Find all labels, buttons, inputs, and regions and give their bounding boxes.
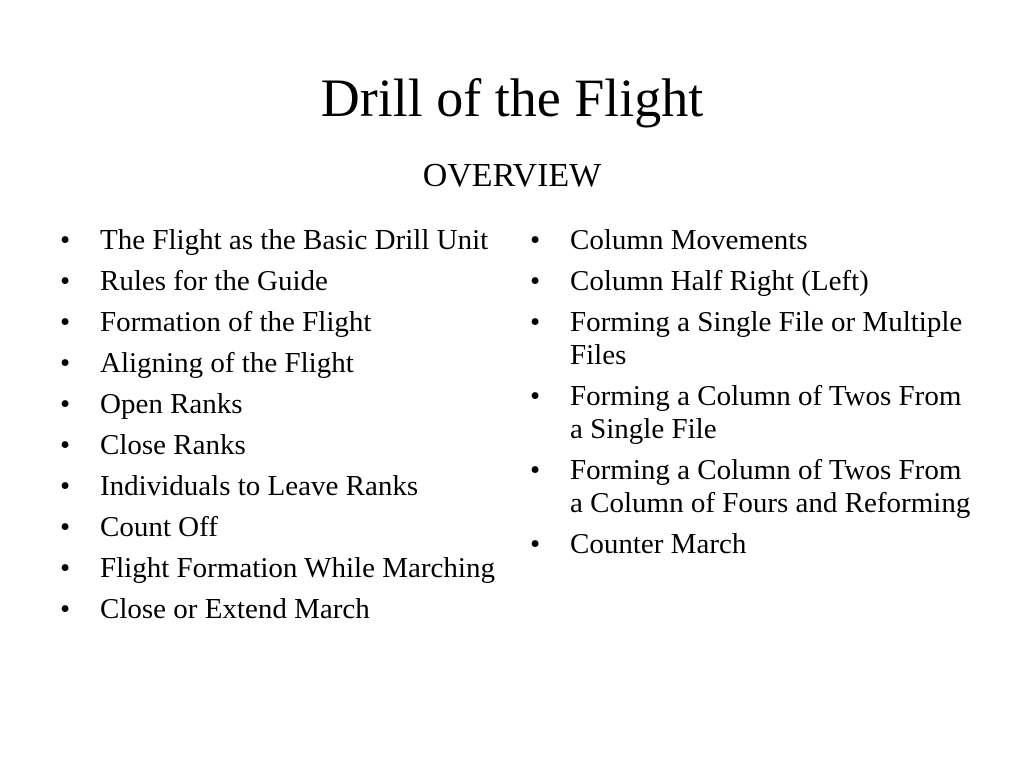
list-item-text: Forming a Column of Twos From a Column of Fours and Reforming	[570, 454, 971, 519]
bullet-icon: •	[530, 380, 541, 412]
list-item	[524, 380, 974, 446]
list-item	[54, 552, 504, 585]
bullet-icon: •	[530, 306, 541, 338]
bullet-icon: •	[60, 265, 71, 297]
bullet-icon: •	[60, 552, 71, 584]
bullet-icon: •	[60, 347, 71, 379]
slide-subtitle: OVERVIEW	[422, 157, 602, 194]
list-item	[54, 470, 504, 503]
list-item-text: Rules for the Guide	[100, 265, 328, 297]
list-item	[524, 224, 974, 257]
list-item	[54, 593, 504, 626]
right-bullet-list	[524, 224, 974, 569]
bullet-icon: •	[60, 224, 71, 256]
bullet-icon: •	[60, 511, 71, 543]
list-item-text: Column Movements	[570, 224, 808, 256]
list-item	[54, 388, 504, 421]
bullet-icon: •	[530, 454, 541, 486]
list-item-text: Flight Formation While Marching	[100, 552, 495, 584]
list-item-text: Formation of the Flight	[100, 306, 372, 338]
list-item-text: Open Ranks	[100, 388, 243, 420]
bullet-icon: •	[60, 593, 71, 625]
list-item-text: Close Ranks	[100, 429, 246, 461]
list-item-text: Count Off	[100, 511, 218, 543]
list-item	[54, 306, 504, 339]
list-item-text: Counter March	[570, 528, 747, 560]
list-item	[54, 429, 504, 462]
list-item	[524, 454, 974, 520]
list-item-text: Forming a Column of Twos From a Single File	[570, 380, 962, 445]
list-item	[524, 306, 974, 372]
bullet-icon: •	[60, 388, 71, 420]
list-item	[54, 347, 504, 380]
list-item	[54, 224, 504, 257]
list-item	[54, 265, 504, 298]
bullet-icon: •	[530, 265, 541, 297]
list-item	[54, 511, 504, 544]
list-item	[524, 528, 974, 561]
bullet-icon: •	[530, 224, 541, 256]
slide-title: Drill of the Flight	[320, 68, 704, 128]
list-item-text: Forming a Single File or Multiple Files	[570, 306, 963, 371]
list-item-text: Column Half Right (Left)	[570, 265, 869, 297]
bullet-icon: •	[60, 429, 71, 461]
list-item-text: Aligning of the Flight	[100, 347, 354, 379]
list-item-text: Close or Extend March	[100, 593, 370, 625]
list-item-text: Individuals to Leave Ranks	[100, 470, 419, 502]
left-bullet-list	[54, 224, 504, 634]
bullet-icon: •	[530, 528, 541, 560]
list-item	[524, 265, 974, 298]
bullet-icon: •	[60, 470, 71, 502]
list-item-text: The Flight as the Basic Drill Unit	[100, 224, 489, 256]
bullet-icon: •	[60, 306, 71, 338]
